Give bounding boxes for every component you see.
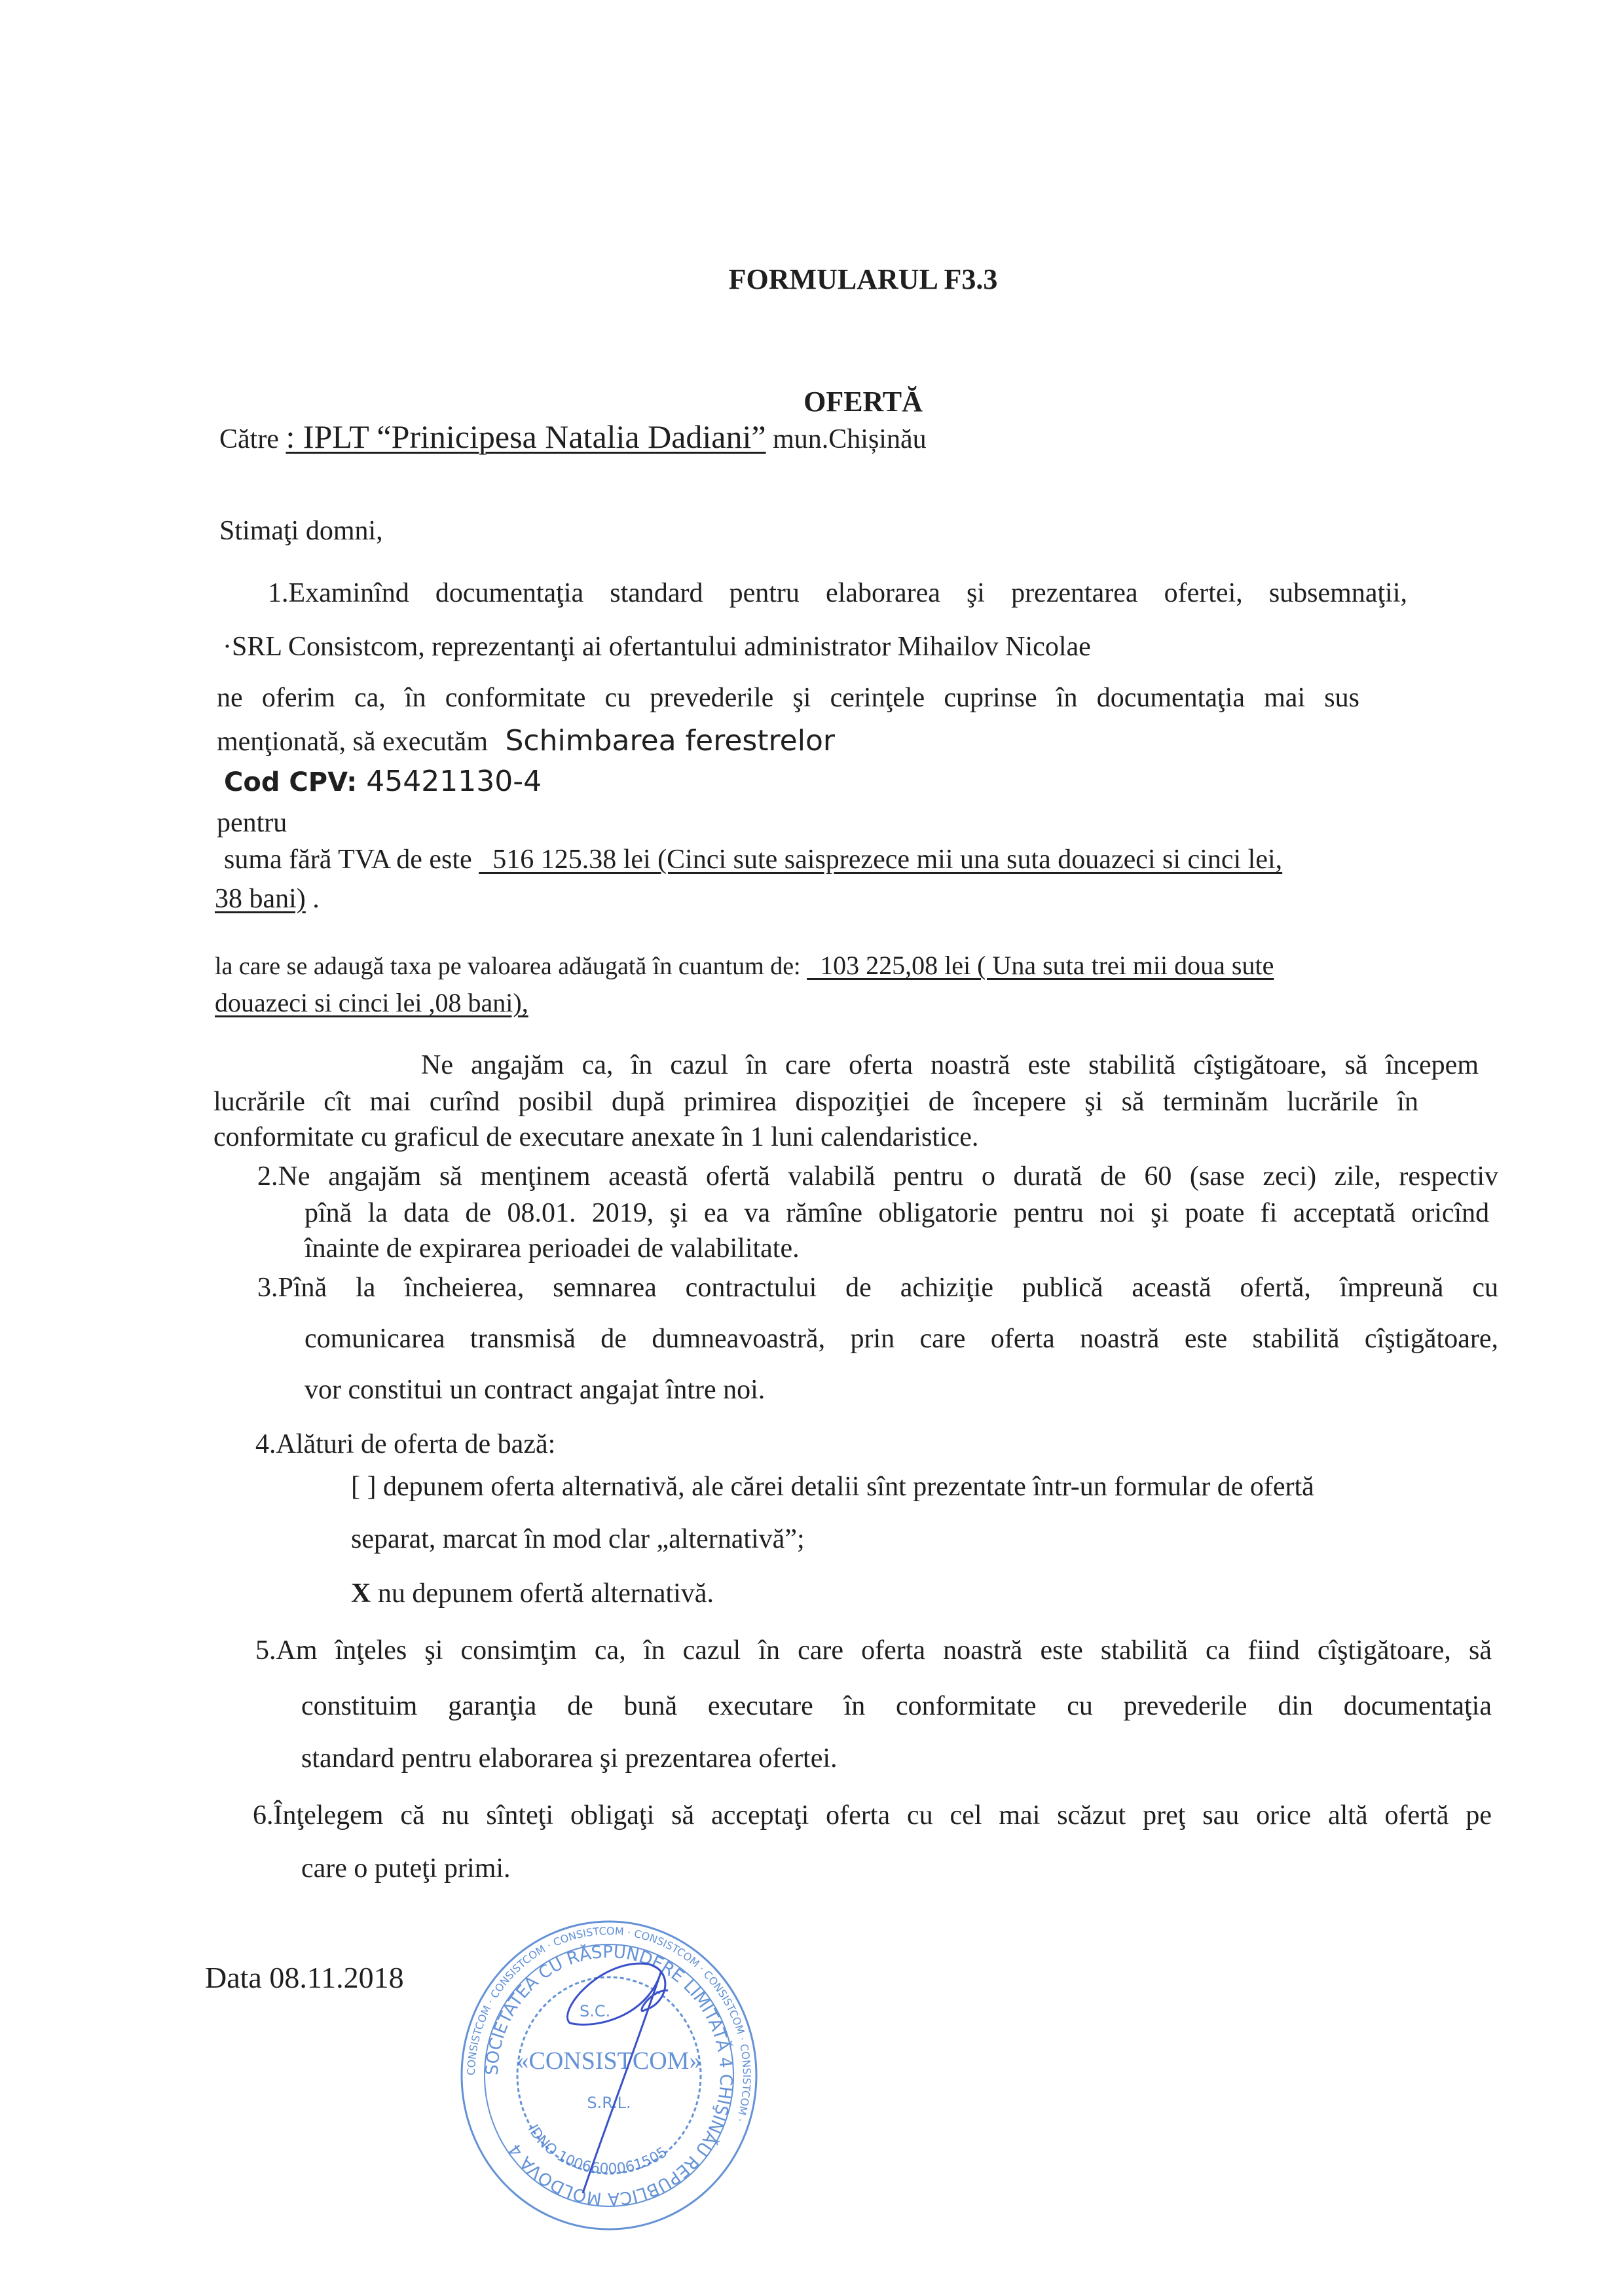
- stamp-outer-text: CONSISTCOM · CONSISTCOM · CONSISTCOM · CONSISTCOM · CONSISTCOM · CONSISTCOM ·: [464, 1924, 754, 2124]
- p3-line2: comunicarea transmisă de dumneavoastră, prin care oferta noastră este stabilită cîştigătoare,: [304, 1324, 1498, 1354]
- vat-value: 103 225,08 lei ( Una suta trei mii doua sute: [807, 951, 1274, 980]
- p5-line1: 5.Am înţeles şi consimţim ca, în cazul în care oferta noastră este stabilită ca fiind cîştigătoare, să: [255, 1635, 1492, 1666]
- p1-line1: 1.Examinînd documentaţia standard pentru elaborarea şi prezentarea ofertei, subsemnaţii,: [268, 578, 1407, 608]
- p5-line3: standard pentru elaborarea şi prezentarea ofertei.: [301, 1743, 838, 1774]
- page-title: OFERTĂ: [803, 386, 923, 418]
- p4-option1-cont: separat, marcat în mod clar „alternativă”;: [351, 1524, 805, 1554]
- sum-line: [224, 846, 1282, 873]
- work-object: Schimbarea ferestrelor: [505, 724, 835, 757]
- p1-line2: ·SRL Consistcom, reprezentanţi ai ofertantului administrator Mihailov Nicolae: [223, 632, 1091, 662]
- p2-line1: 2.Ne angajăm să menţinem această ofertă valabilă pentru o durată de 60 (sase zeci) zile, respectiv: [257, 1161, 1498, 1192]
- p5-line2: constituim garanţia de bună executare în conformitate cu prevederile din documentaţia: [301, 1691, 1492, 1721]
- cpv-line: [224, 767, 542, 796]
- option1-checkbox: [ ]: [351, 1472, 377, 1502]
- document-date: Data 08.11.2018: [205, 1961, 404, 1994]
- stamp-company-name: «CONSISTCOM»: [516, 2047, 702, 2075]
- cpv-code: 45421130-4: [366, 765, 542, 798]
- p4-line1: 4.Alături de oferta de bază:: [255, 1429, 556, 1459]
- commit-line3: conformitate cu graficul de executare anexate în 1 luni calendaristice.: [213, 1122, 979, 1152]
- recipient-name: : IPLT “Prinicipesa Natalia Dadiani”: [286, 418, 766, 455]
- recipient-city: mun.Chișinău: [773, 424, 927, 454]
- form-id: FORMULARUL F3.3: [728, 263, 998, 295]
- p6-line1: 6.Înţelegem că nu sînteţi obligaţi să acceptaţi oferta cu cel mai scăzut preţ sau orice altă ofertă pe: [253, 1800, 1492, 1831]
- vat-label: la care se adaugă taxa pe valoarea adăugată în cuantum de:: [215, 953, 801, 980]
- commit-line2: lucrările cît mai curînd posibil după primirea dispoziţiei de începere şi să terminăm lucrările în: [213, 1087, 1418, 1117]
- p6-line2: care o puteţi primi.: [301, 1853, 511, 1884]
- stamp-idno: IDNO 1006600061505: [524, 2122, 671, 2178]
- cpv-label: Cod CPV:: [224, 767, 358, 797]
- p1-line4-text: menţionată, să executăm: [217, 727, 488, 757]
- p3-line3: vor constitui un contract angajat între noi.: [304, 1375, 766, 1405]
- p2-line3: înainte de expirarea perioadei de valabilitate.: [304, 1233, 800, 1264]
- p4-option2: [351, 1580, 714, 1607]
- sum-value-cont: 38 bani): [215, 884, 306, 914]
- recipient-label: Către: [219, 424, 279, 454]
- option2-checkbox: X: [351, 1578, 371, 1609]
- p3-line1: 3.Pînă la încheierea, semnarea contractului de achiziţie publică această ofertă, împreună cu: [257, 1273, 1498, 1303]
- vat-value-cont: douazeci si cinci lei ,08 bani),: [215, 988, 528, 1017]
- p1-line3: ne oferim ca, în conformitate cu prevederile şi cerinţele cuprinse în documentaţia mai sus: [217, 683, 1359, 713]
- p4-option1: [351, 1473, 1314, 1501]
- vat-line: [215, 953, 1274, 979]
- sum-value: 516 125.38 lei (Cinci sute saisprezece mii una suta douazeci si cinci lei,: [479, 845, 1283, 875]
- p1-line5: pentru: [217, 808, 287, 838]
- p2-line2: pînă la data de 08.01. 2019, şi ea va rămîne obligatorie pentru noi şi poate fi acceptată oricînd: [304, 1198, 1490, 1228]
- commit-line1: Ne angajăm ca, în cazul în care oferta noastră este stabilită cîştigătoare, să începem: [421, 1050, 1479, 1080]
- stamp-ring-text: SOCIETATEA CU RĂSPUNDERE LIMITATĂ 4 CHIŞINĂU REPUBLICA MOLDOVA 4: [482, 1942, 736, 2209]
- option2-text: nu depunem ofertă alternativă.: [377, 1578, 714, 1609]
- sum-end: .: [305, 884, 320, 914]
- option1-text: depunem oferta alternativă, ale cărei detalii sînt prezentate într-un formular de ofertă: [382, 1472, 1314, 1502]
- sum-line2: [215, 885, 320, 913]
- p1-line4: [217, 724, 835, 757]
- stamp-srl: S.R.L.: [587, 2094, 631, 2112]
- company-stamp: [452, 1918, 766, 2232]
- stamp-sc: S.C.: [580, 2002, 611, 2020]
- sum-label: suma fără TVA de este: [224, 845, 472, 875]
- recipient-line: [219, 420, 927, 453]
- greeting: Stimaţi domni,: [219, 516, 383, 546]
